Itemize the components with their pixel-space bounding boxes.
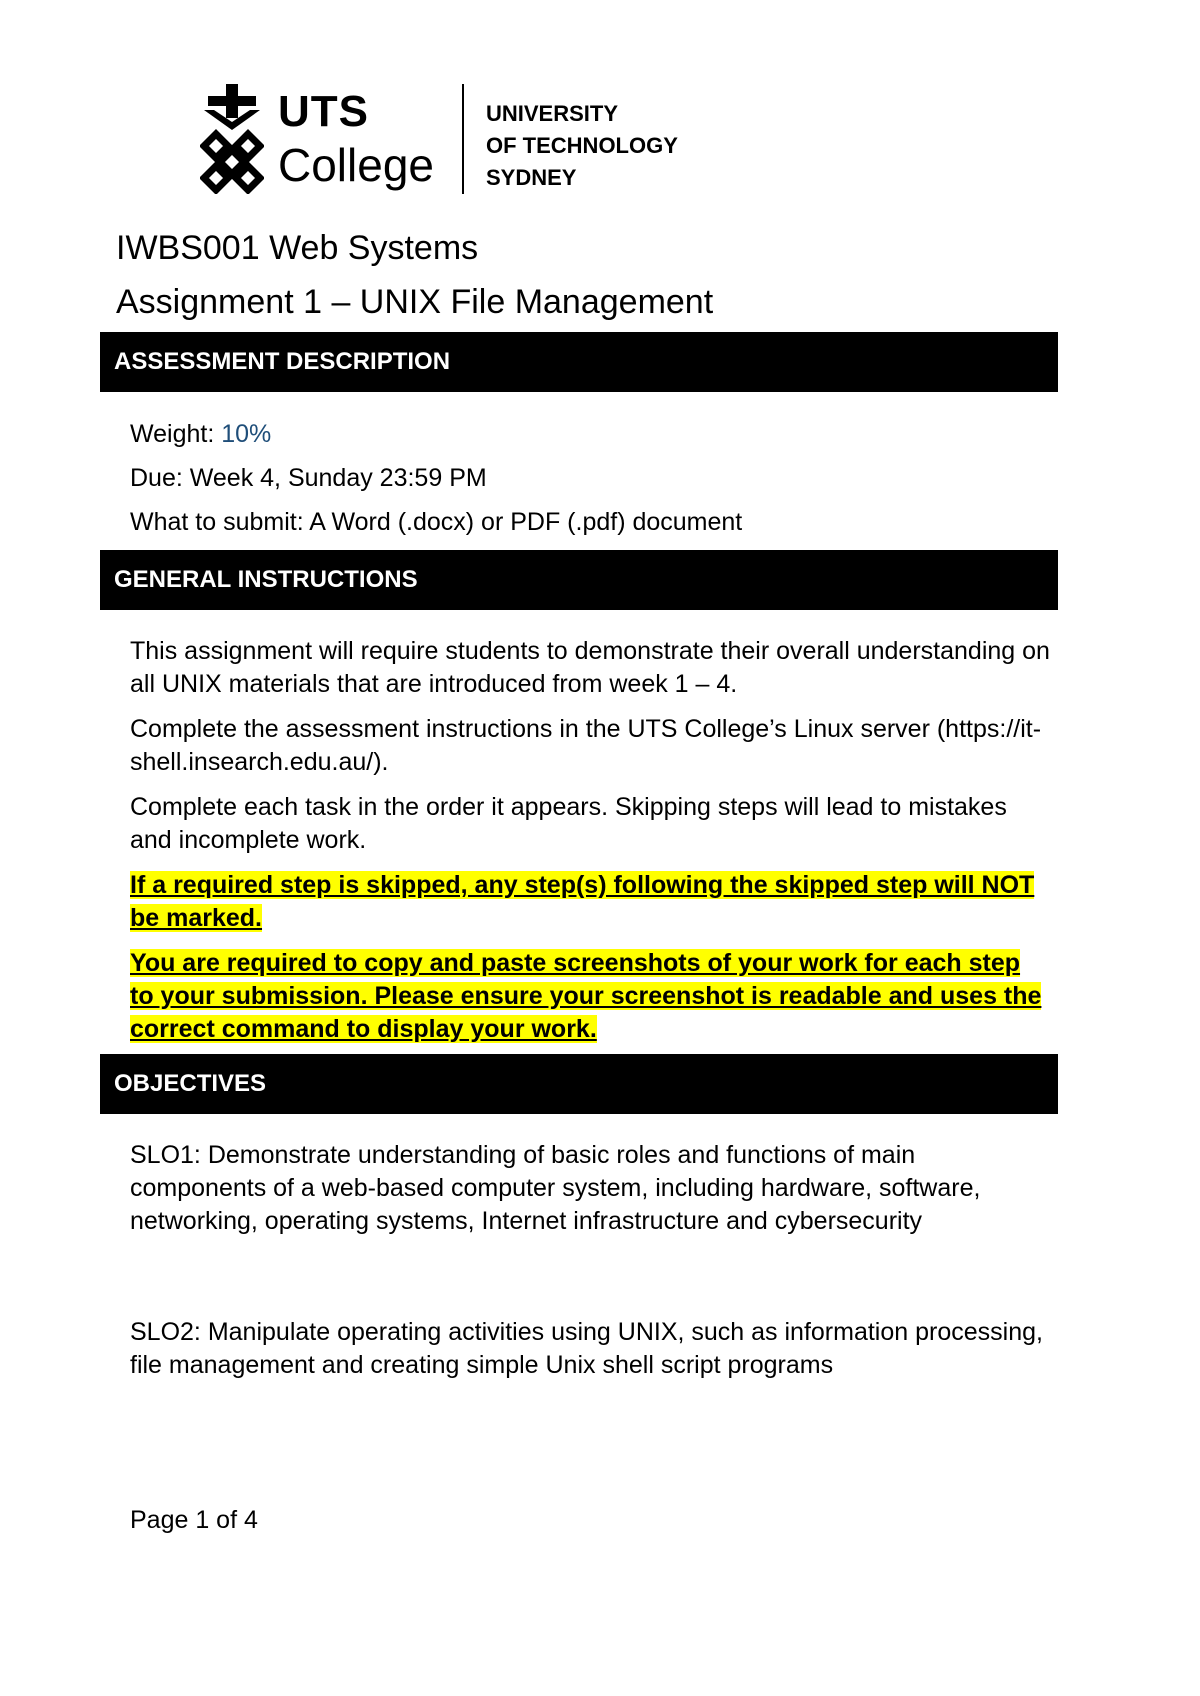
- instructions-paragraph-2: Complete the assessment instructions in the UTS College’s Linux server (https://it-shell.insearch.edu.au/).: [130, 715, 1042, 776]
- logo-university-line: SYDNEY: [486, 165, 577, 190]
- logo-university-line: OF TECHNOLOGY: [486, 133, 678, 158]
- submit-line: What to submit: A Word (.docx) or PDF (.pdf) document: [130, 508, 743, 536]
- screenshot-requirement-warning-text: You are required to copy and paste screenshots of your work for each step to your submission. Please ensure your screenshot is readable and uses the correct command to display your work.: [130, 949, 1042, 1043]
- page-number: Page 1 of 4: [130, 1506, 258, 1534]
- logo-uts-text: UTS: [278, 87, 369, 136]
- screenshot-requirement-warning: [130, 947, 1050, 1046]
- uts-college-logo: [200, 80, 720, 200]
- uts-crest-icon: [200, 84, 264, 194]
- logo-college-text: College: [278, 139, 434, 191]
- assessment-description-heading: ASSESSMENT DESCRIPTION: [100, 332, 1058, 392]
- logo-university-text: [486, 98, 678, 194]
- weight-label: Weight:: [130, 420, 222, 448]
- instructions-paragraph-3: Complete each task in the order it appears. Skipping steps will lead to mistakes and incomplete work.: [130, 793, 1007, 854]
- assignment-title: Assignment 1 – UNIX File Management: [116, 283, 714, 321]
- weight-line: [130, 418, 1050, 451]
- instructions-paragraph-1: This assignment will require students to demonstrate their overall understanding on all UNIX materials that are introduced from week 1 – 4.: [130, 637, 1050, 698]
- general-instructions-heading: GENERAL INSTRUCTIONS: [100, 550, 1058, 610]
- logo-university-line: UNIVERSITY: [486, 101, 619, 126]
- logo-divider: [462, 84, 464, 194]
- skipped-step-warning: [130, 869, 1050, 935]
- due-line: Due: Week 4, Sunday 23:59 PM: [130, 464, 487, 492]
- skipped-step-warning-text: If a required step is skipped, any step(s) following the skipped step will NOT be marked.: [130, 871, 1035, 932]
- course-title: IWBS001 Web Systems: [116, 229, 479, 267]
- objective-slo2: SLO2: Manipulate operating activities using UNIX, such as information processing, file management and creating simple Unix shell script programs: [130, 1318, 1043, 1379]
- objective-slo1: SLO1: Demonstrate understanding of basic roles and functions of main components of a web-based computer system, including hardware, software, networking, operating systems, Internet infrastructure and cybersecurity: [130, 1141, 981, 1235]
- objectives-heading: OBJECTIVES: [100, 1054, 1058, 1114]
- weight-value: 10%: [221, 420, 272, 448]
